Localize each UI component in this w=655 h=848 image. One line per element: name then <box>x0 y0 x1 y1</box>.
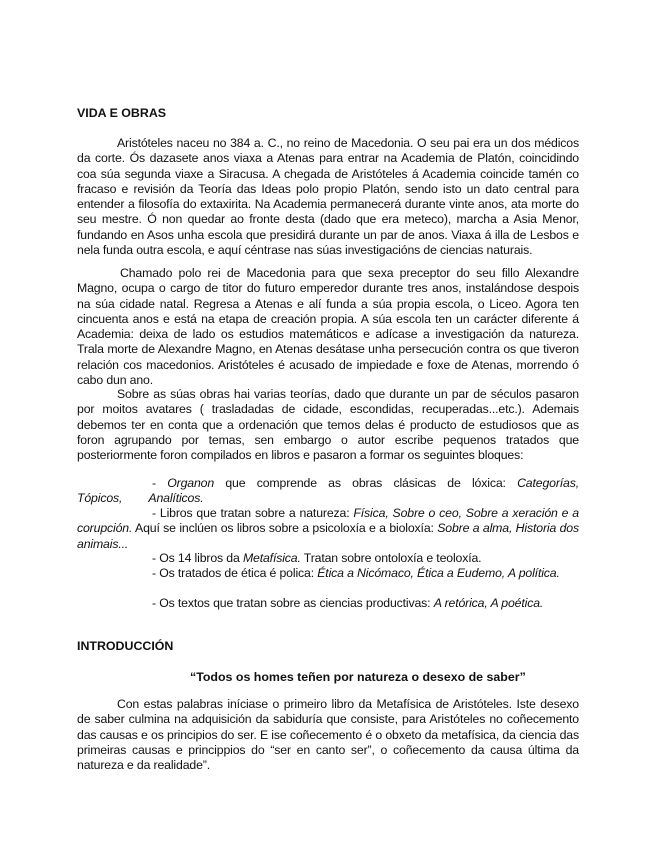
paragraph-vida-1: Aristóteles naceu no 384 a. C., no reino de Macedonia. O seu pai era un dos médicos da corte. Ós dazasete anos viaxa a Atenas para entrar na Academia de Platón, coincidindo coa súa segunda viaxe a Siracusa. A chegada de Aristóteles á Academia coincide tamén co fracaso e revisión da Teoría das Ideas polo propio Platón, sendo isto un dato central para entender a filosofía do extaxirita. Na Academia permanecerá durante vinte anos, ata morte do seu mestre. Ó non quedar ao fronte desta (dado que era meteco), marcha a Asia Menor, fundando en Asos unha escola que presidirá durante un par de anos. Viaxa á illa de Lesbos e nela funda outra escola, e aquí céntrase nas súas investigacións de ciencias naturais. <box>77 136 579 258</box>
list-item-metafisica: - Os 14 libros da Metafísica. Tratan sobre ontoloxía e teoloxía. <box>152 551 482 565</box>
paragraph-vida-2: Chamado polo rei de Macedonia para que sexa preceptor do seu fillo Alexandre Magno, ocupa o cargo de titor do futuro emperedor durante tres anos, instalándose despois na súa cidade natal. Regresa a Atenas e alí funda a súa propia escola, o Liceo. Agora ten cincuenta anos e está na etapa de creación propia. A súa escola ten un carácter diferente á Academia: deixa de lado os estudios matemáticos e adícase a investigación da natureza. Trala morte de Alexandre Magno, en Atenas desátase unha persecución contra os que tiveron relación cos macedonios. Aristóteles é acusado de impiedade e foxe de Atenas, morrendo ó cabo dun ano. <box>77 266 579 388</box>
section-heading-vida-e-obras: VIDA E OBRAS <box>77 106 167 120</box>
paragraph-obras-intro: Sobre as súas obras hai varias teorías, dado que durante un par de séculos pasaron por moitos avatares ( trasladadas de cidade, escondidas, recuperadas...etc.). Ademais debemos ter en conta que a ordenación que temos delas é producto de estudiosos que as foron agrupando por temas, sen embargo o autor escribe pequenos tratados que posteriormente foron compilados en libros e pasaron a formar os seguintes bloques: <box>77 387 579 463</box>
epigraph-quote: “Todos os homes teñen por natureza o desexo de saber” <box>190 670 526 684</box>
list-item-organon: - Organon que comprende as obras clásicas de lóxica: Categorías, Tópicos, Analíticos. <box>77 476 579 506</box>
list-item-ciencias-productivas: - Os textos que tratan sobre as ciencias productivas: A retórica, A poética. <box>152 596 544 610</box>
section-heading-introduccion: INTRODUCCIÓN <box>77 639 174 653</box>
list-item-etica: - Os tratados de ética é polica: Ética a Nicómaco, Ética a Eudemo, A política. <box>152 566 560 580</box>
paragraph-introduccion: Con estas palabras iníciase o primeiro libro da Metafísica de Aristóteles. Iste desexo de saber culmina na adquisición da sabiduría que consiste, para Aristóteles no coñecemento das causas e os principios do ser. E ise coñecemento é o obxeto da metafísica, da ciencia das primeiras causas e princippios do “ser en canto ser”, o coñecemento da causa última da natureza e da realidade”. <box>77 697 579 773</box>
list-item-natureza: - Libros que tratan sobre a natureza: Física, Sobre o ceo, Sobre a xeración e a corupción. Aquí se inclúen os libros sobre a psicoloxía e a bioloxía: Sobre a alma, Historia dos animais... <box>77 506 579 551</box>
